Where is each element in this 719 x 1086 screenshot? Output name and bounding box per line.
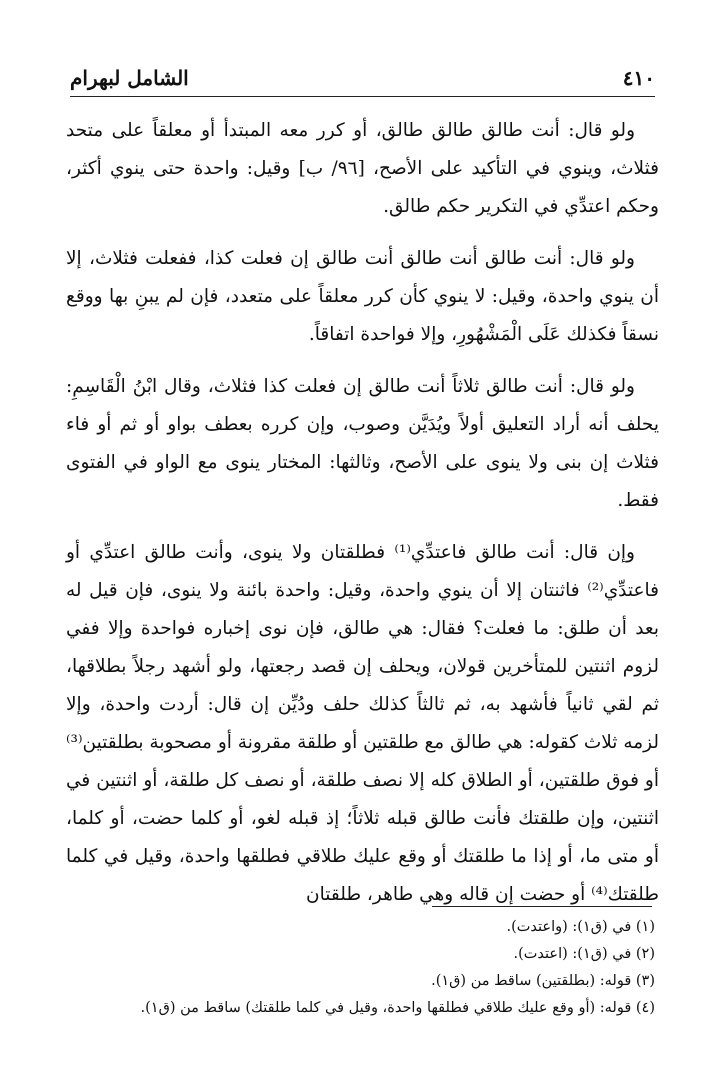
paragraph-4: وإن قال: أنت طالق فاعتدِّي⁽¹⁾ فطلقتان ولا ينوى، وأنت طالق اعتدِّي أو فاعتدِّي⁽²⁾ فاثنتان إلا أن ينوي واحدة، وقيل: واحدة بائنة ولا ينوى، فإن قيل له بعد أن طلق: ما فعلت؟ فقال: هي طالق، فإن نوى إخباره فواحدة وإلا ففي لزوم اثنتين للمتأخرين قولان، ويحلف إن قصد رجعتها، ولو أشهد رجلاً بطلاقها، ثم لقي ثانياً فأشهد به، ثم ثالثاً كذلك حلف ودُيِّن إن قال: أردت واحدة، وإلا لزمه ثلاث كقوله: هي طالق مع طلقتين أو طلقة مقرونة أو مصحوبة بطلقتين⁽³⁾ أو فوق طلقتين، أو الطلاق كله إلا نصف طلقة، أو نصف كل طلقة، أو اثنتين في اثنتين، وإن طلقتك فأنت طالق قبله ثلاثاً؛ إذ قبله لغو، أو كلما حضت، أو كلما، أو متى ما، أو إذا ما طلقتك أو وقع عليك طلاقي فطلقها واحدة، وقيل في كلما طلقتك⁽⁴⁾ أو حضت إن قاله وهي طاهر، طلقتان bbox=[65, 542, 659, 905]
page-number: ٤١٠ bbox=[622, 66, 655, 90]
footnote-2: (٢) في (ق١): (اعتدت). bbox=[513, 946, 655, 962]
footnote-4: (٤) قوله: (أو وقع عليك طلاقي فطلقها واحدة، وقيل في كلما طلقتك) ساقط من (ق١). bbox=[140, 1000, 655, 1016]
page-header bbox=[70, 66, 655, 97]
paragraph-3: ولو قال: أنت طالق ثلاثاً أنت طالق إن فعلت كذا فثلاث، وقال ابْنُ الْقَاسِمِ: يحلف أنه أراد التعليق أولاً ويُدَيَّن وصوب، وإن كرره بعطف بواو أو ثم أو فاء فثلاث إن بنى ولا ينوى على الأصح، وثالثها: المختار ينوى مع الواو في الفتوى فقط. bbox=[66, 376, 659, 511]
footnotes bbox=[60, 914, 655, 1022]
main-text bbox=[66, 112, 659, 928]
footnote-1: (١) في (ق١): (واعتدت). bbox=[506, 919, 655, 935]
footnote-3: (٣) قوله: (بطلقتين) ساقط من (ق١). bbox=[431, 973, 655, 989]
paragraph-1: ولو قال: أنت طالق طالق طالق، أو كرر معه المبتدأ أو معلقاً على متحد فثلاث، وينوي في التأكيد على الأصح، [٩٦/ ب] وقيل: واحدة حتى ينوي أكثر، وحكم اعتدِّي في التكرير حكم طالق. bbox=[66, 120, 659, 217]
paragraph-2: ولو قال: أنت طالق أنت طالق أنت طالق إن فعلت كذا، ففعلت فثلاث، إلا أن ينوي واحدة، وقيل: لا ينوي كأن كرر معلقاً على متعدد، فإن لم يبنِ بها ووقع نسقاً فكذلك عَلَى الْمَشْهُورِ، وإلا فواحدة اتفاقاً. bbox=[66, 248, 660, 345]
running-title: الشامل لبهرام bbox=[70, 66, 189, 90]
footnote-divider bbox=[432, 906, 652, 907]
